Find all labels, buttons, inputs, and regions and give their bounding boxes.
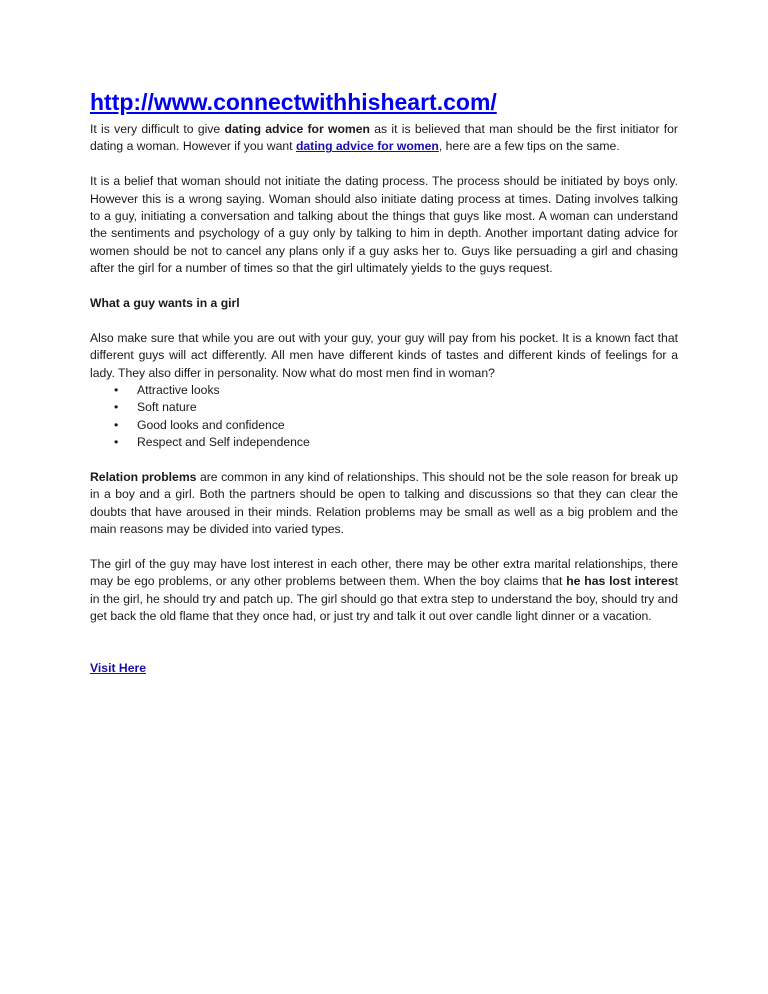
intro-text-3: , here are a few tips on the same. [438,139,620,154]
intro-text-1: It is very difficult to give [90,122,225,136]
list-item-text: Good looks and confidence [137,417,285,432]
bullet-icon: • [114,383,119,398]
lost-interest-text-1: The girl of the guy may have lost interest in each other, there may be other extra marital relationships, there may be ego problems, or any other problems between them. When the boy claims that [90,557,678,589]
dating-advice-link[interactable]: dating advice for women [295,139,439,154]
list-item-text: Soft nature [137,400,197,415]
relation-problems-paragraph [90,469,678,539]
lost-interest-bold: he has lost interes [566,574,675,589]
bullet-icon: • [114,417,119,432]
bullet-list [90,382,678,452]
section-heading: What a guy wants in a girl [90,296,240,311]
site-url-link[interactable]: http://www.connectwithhisheart.com/ [90,89,497,115]
document-content [90,88,678,678]
list-item [90,434,678,451]
bullet-icon: • [114,400,119,415]
intro-text-2: as it is believed that man should be the first initiator for dating a woman. However if you want [90,122,678,154]
intro-bold-phrase: dating advice for women [224,122,370,136]
belief-paragraph: It is a belief that woman should not initiate the dating process. The process should be initiated by boys only. However this is a wrong saying. Woman should also initiate dating process at times. Dating involves talking to a guy, initiating a conversation and talking about the things that guys like most. A woman can understand the sentiments and psychology of a guy only by talking to him in depth. Another important dating advice for women should be not to cancel any plans only if a guy asks her to. Guys like persuading a girl and chasing after the girl for a number of times so that the girl ultimately yields to the guys request. [90,174,678,276]
bullet-icon: • [114,435,119,450]
intro-paragraph [90,121,678,156]
relation-problems-bold: Relation problems [90,470,197,485]
guy-wants-paragraph: Also make sure that while you are out with your guy, your guy will pay from his pocket. It is a known fact that different guys will act differently. All men have different kinds of tastes and different kinds of feelings for a lady. They also differ in personality. Now what do most men find in woman? [90,330,678,380]
list-item [90,399,678,416]
list-item-text: Respect and Self independence [137,435,310,450]
list-item-text: Attractive looks [137,383,220,398]
list-item [90,417,678,434]
list-item [90,382,678,399]
lost-interest-paragraph [90,556,678,626]
visit-here-link[interactable]: Visit Here [90,661,147,676]
lost-interest-text-2: t in the girl, he should try and patch up. The girl should go that extra step to understand the boy, should try and get back the old flame that they once had, or just try and talk it out over candle light dinner or a vacation. [90,574,678,624]
relation-problems-text: are common in any kind of relationships. This should not be the sole reason for break up in a boy and a girl. Both the partners should be open to talking and discussions so that they can clear the doubts that have aroused in their minds. Relation problems may be small as well as a big problem and the main reasons may be divided into varied types. [90,470,678,537]
